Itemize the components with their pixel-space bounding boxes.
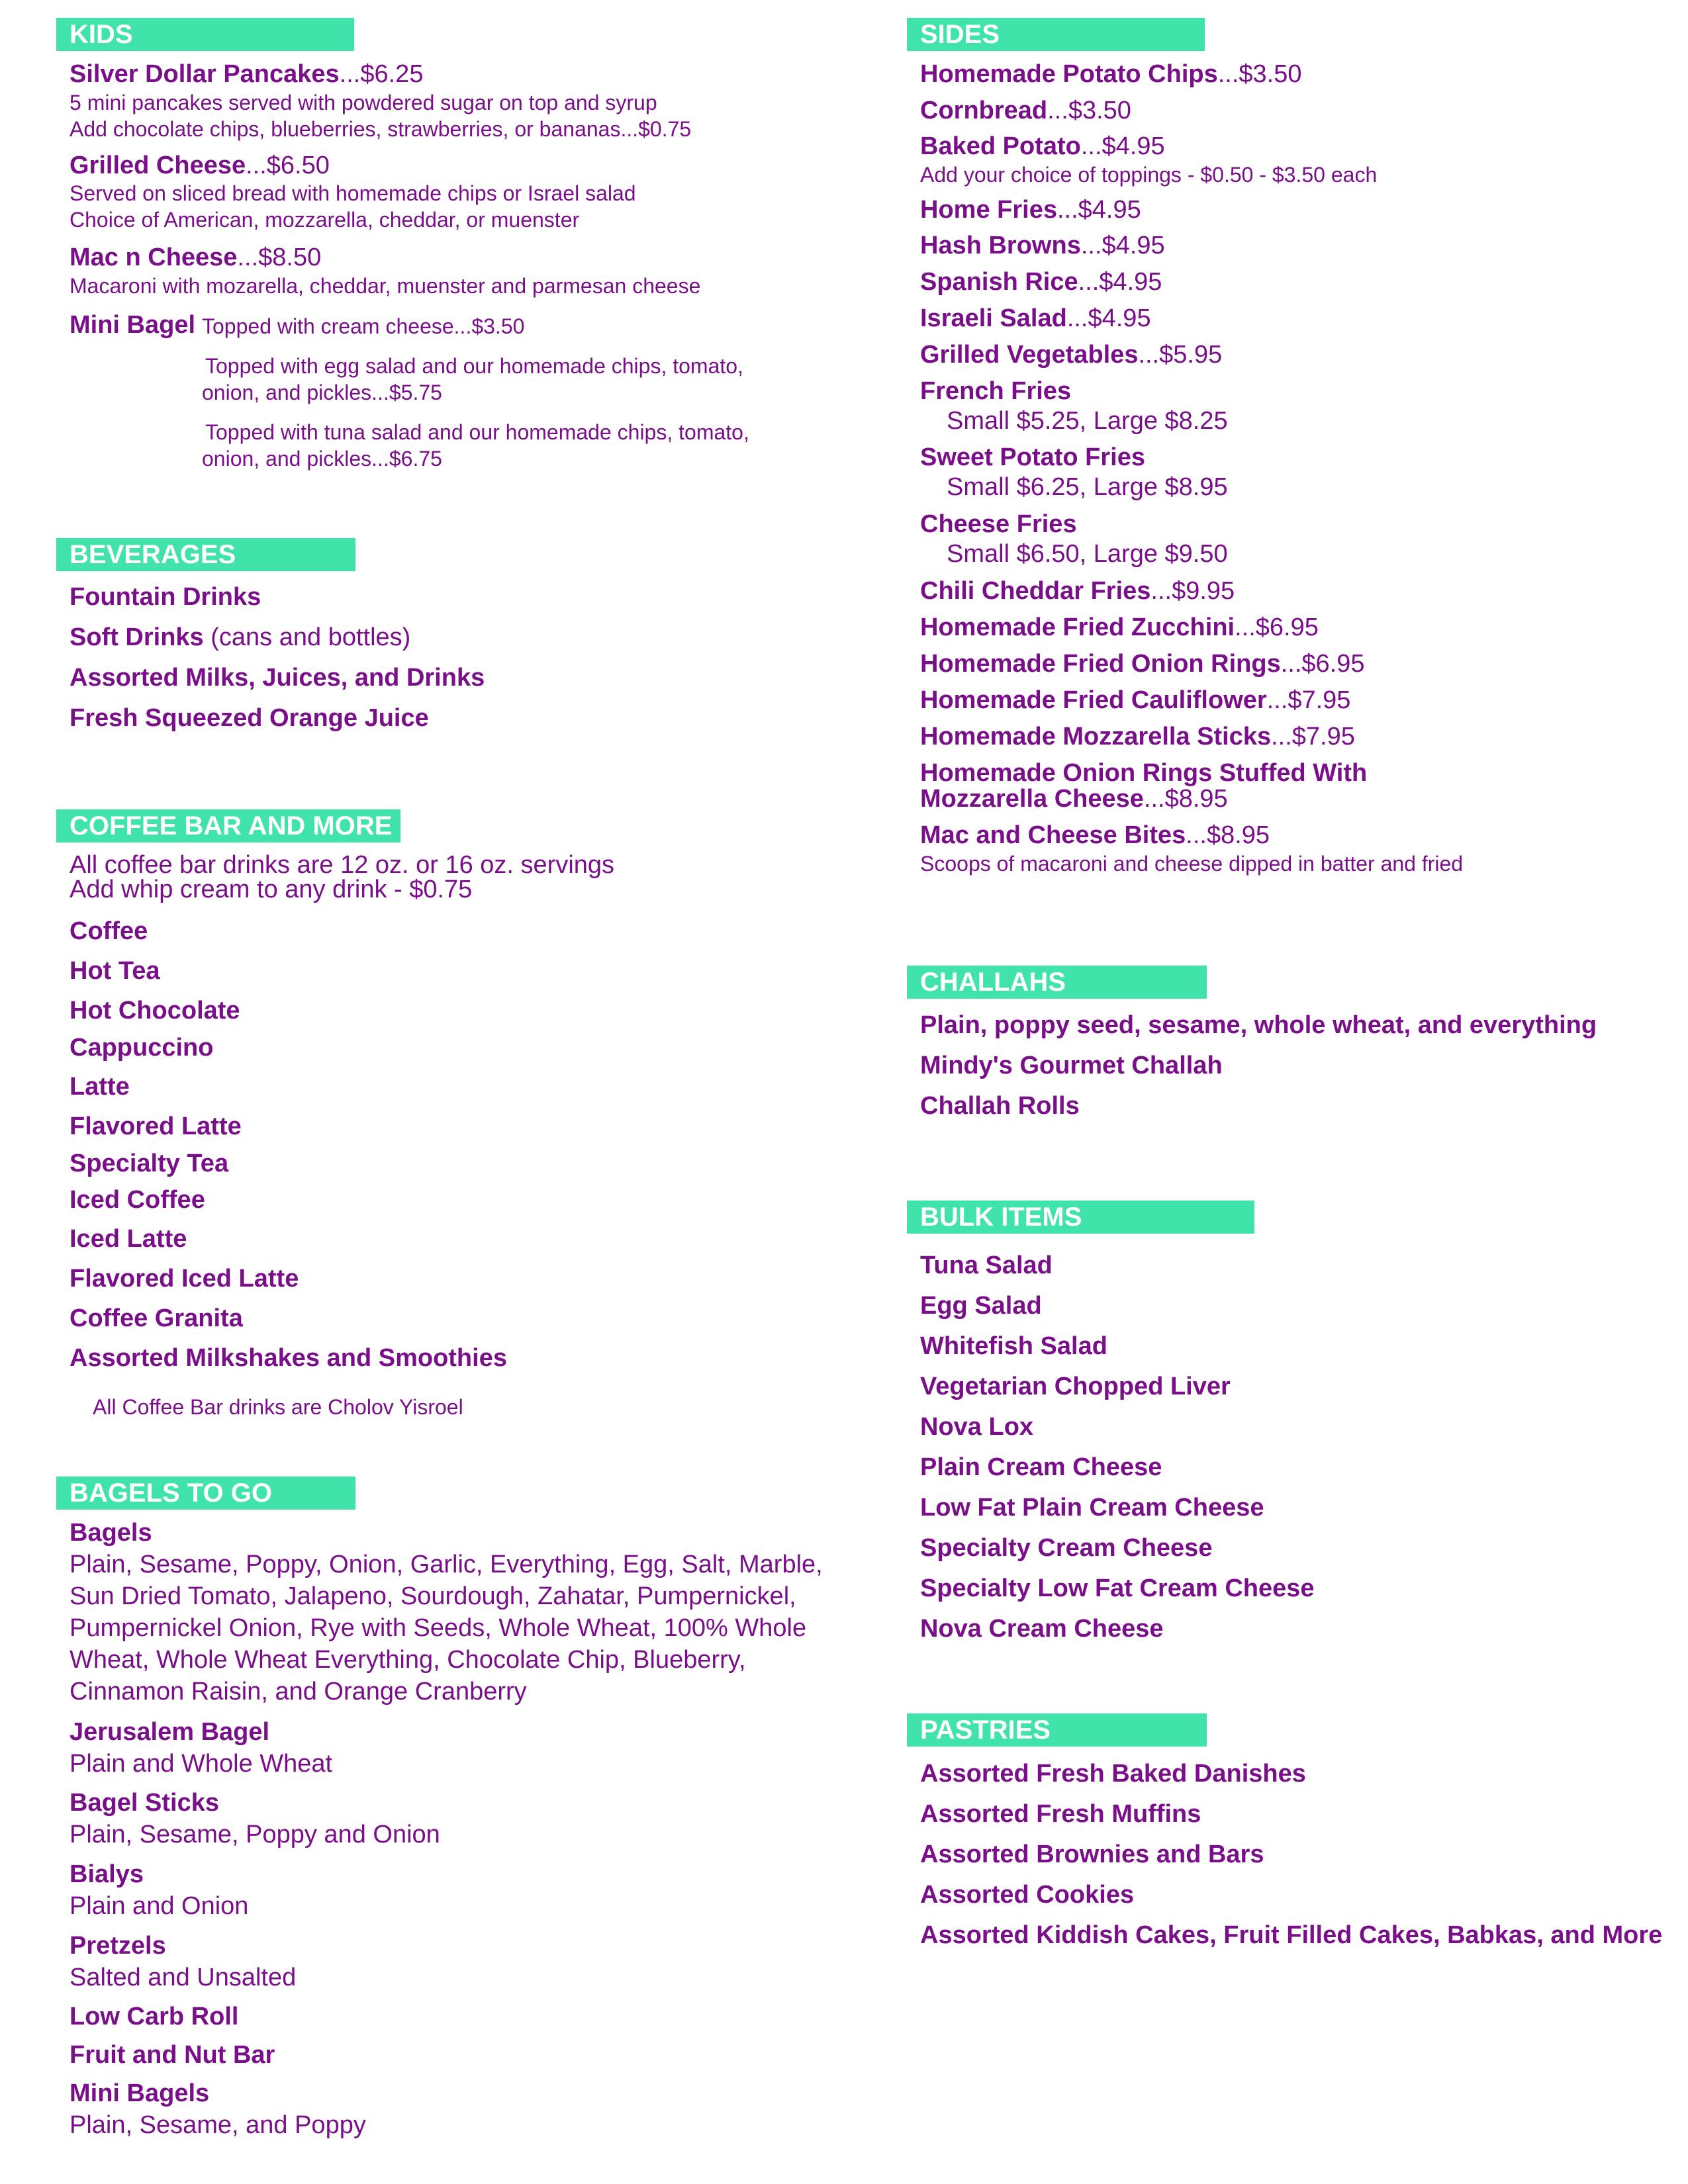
menu-item: Assorted Fresh Baked Danishes (920, 1760, 1306, 1788)
item-price: ...$6.95 (1280, 650, 1365, 678)
item-price: ...$8.95 (1143, 785, 1228, 813)
item-description: Served on sliced bread with homemade chips or Israel salad (70, 181, 636, 205)
item-description: Salted and Unsalted (70, 1964, 297, 1991)
item-price: ...$8.50 (237, 244, 322, 271)
item-name: Grilled Vegetables (920, 341, 1139, 369)
menu-item-stuffed-onion-rings-line2 (920, 784, 1228, 813)
item-description: Plain, Sesame, Poppy and Onion (70, 1821, 440, 1848)
menu-item: Coffee Granita (70, 1304, 243, 1332)
menu-item: Assorted Milks, Juices, and Drinks (70, 664, 485, 692)
item-price: ...$4.95 (1066, 304, 1151, 332)
menu-item: Assorted Milkshakes and Smoothies (70, 1344, 507, 1372)
item-price: ...$3.50 (1047, 97, 1131, 124)
menu-item: Whitefish Salad (920, 1332, 1107, 1360)
menu-item: Nova Lox (920, 1413, 1034, 1441)
item-description: Add chocolate chips, blueberries, strawberries, or bananas...$0.75 (70, 117, 692, 141)
bagel-varieties-line: Cinnamon Raisin, and Orange Cranberry (70, 1678, 527, 1706)
item-description: Choice of American, mozzarella, cheddar, or muenster (70, 208, 580, 232)
menu-item: Fresh Squeezed Orange Juice (70, 704, 429, 732)
menu-item: Assorted Fresh Muffins (920, 1800, 1201, 1828)
item-description: Scoops of macaroni and cheese dipped in batter and fried (920, 852, 1464, 876)
item-name: Baked Potato (920, 132, 1081, 160)
menu-item-cornbread (920, 96, 1131, 125)
menu-item: Pretzels (70, 1932, 166, 1960)
menu-item-mozzarella-sticks (920, 722, 1355, 751)
bagel-varieties-line: Plain, Sesame, Poppy, Onion, Garlic, Everything, Egg, Salt, Marble, (70, 1551, 823, 1578)
item-price: ...$9.95 (1150, 577, 1235, 605)
item-description: Plain and Whole Wheat (70, 1750, 333, 1778)
menu-item: Specialty Low Fat Cream Cheese (920, 1574, 1315, 1602)
coffee-note: Add whip cream to any drink - $0.75 (70, 876, 473, 903)
bagel-varieties-line: Pumpernickel Onion, Rye with Seeds, Whole Wheat, 100% Whole (70, 1614, 807, 1642)
menu-item: Flavored Iced Latte (70, 1265, 299, 1293)
item-price: ...$6.95 (1235, 614, 1319, 641)
menu-item: Specialty Tea (70, 1150, 229, 1177)
menu-item-french-fries: French Fries (920, 377, 1072, 405)
item-description: Macaroni with mozarella, cheddar, muenster and parmesan cheese (70, 274, 701, 298)
menu-item: Latte (70, 1073, 130, 1101)
menu-item: Bagel Sticks (70, 1789, 219, 1817)
menu-item-mini-bagel: Mini Bagel (70, 311, 196, 339)
item-name: Cornbread (920, 97, 1048, 124)
item-name: Mozzarella Cheese (920, 785, 1144, 813)
beverages-header: BEVERAGES (56, 538, 355, 571)
menu-item-fried-onion-rings (920, 649, 1365, 678)
bagel-varieties-line: Sun Dried Tomato, Jalapeno, Sourdough, Zahatar, Pumpernickel, (70, 1582, 796, 1610)
menu-item-home-fries (920, 195, 1141, 224)
item-option: Topped with tuna salad and our homemade chips, tomato, (205, 420, 749, 444)
menu-item-hash-browns (920, 231, 1165, 260)
menu-item: Jerusalem Bagel (70, 1718, 270, 1746)
item-name: Homemade Fried Zucchini (920, 614, 1235, 641)
menu-item: Specialty Cream Cheese (920, 1534, 1213, 1562)
item-price: ...$4.95 (1078, 268, 1162, 296)
item-price: ...$6.25 (339, 60, 424, 88)
item-price: ...$4.95 (1080, 232, 1165, 259)
menu-item: Nova Cream Cheese (920, 1615, 1164, 1643)
item-sizes: Small $6.50, Large $9.50 (947, 540, 1228, 568)
item-name: Soft Drinks (70, 623, 204, 651)
menu-item: Assorted Kiddish Cakes, Fruit Filled Cakes, Babkas, and More (920, 1921, 1663, 1949)
menu-item-cheese-fries: Cheese Fries (920, 510, 1077, 538)
bulk-items-header: BULK ITEMS (907, 1201, 1254, 1234)
bagel-varieties-line: Wheat, Whole Wheat Everything, Chocolate Chip, Blueberry, (70, 1646, 746, 1674)
pastries-header: PASTRIES (907, 1713, 1207, 1747)
bagels-to-go-header: BAGELS TO GO (56, 1477, 355, 1510)
menu-item: Assorted Brownies and Bars (920, 1841, 1264, 1868)
menu-item-baked-potato (920, 132, 1165, 161)
menu-item-mac-n-cheese (70, 243, 321, 272)
menu-item-stuffed-onion-rings: Homemade Onion Rings Stuffed With (920, 759, 1368, 787)
item-name: Grilled Cheese (70, 152, 246, 179)
item-price: ...$4.95 (1056, 196, 1141, 224)
item-note: (cans and bottles) (203, 623, 411, 651)
menu-item: Iced Latte (70, 1225, 187, 1253)
item-price: ...$3.50 (1217, 60, 1302, 88)
menu-item-israeli-salad (920, 304, 1151, 333)
item-price: ...$7.95 (1271, 723, 1355, 751)
item-name: Home Fries (920, 196, 1057, 224)
item-price: ...$8.95 (1186, 821, 1270, 849)
menu-item: Bagels (70, 1519, 152, 1547)
menu-item: Plain Cream Cheese (920, 1453, 1162, 1481)
menu-item-grilled-cheese (70, 151, 330, 180)
item-name: Israeli Salad (920, 304, 1067, 332)
menu-item: Mini Bagels (70, 2079, 210, 2107)
item-sizes: Small $5.25, Large $8.25 (947, 407, 1228, 435)
menu-item: Tuna Salad (920, 1251, 1053, 1279)
item-name: Chili Cheddar Fries (920, 577, 1151, 605)
challahs-header: CHALLAHS (907, 966, 1207, 999)
item-name: Homemade Fried Cauliflower (920, 686, 1267, 714)
item-name: Homemade Fried Onion Rings (920, 650, 1281, 678)
menu-item: Assorted Cookies (920, 1881, 1135, 1909)
menu-item: Bialys (70, 1860, 144, 1888)
menu-item: Coffee (70, 917, 148, 945)
item-description: Add your choice of toppings - $0.50 - $3.50 each (920, 163, 1378, 187)
menu-item: Vegetarian Chopped Liver (920, 1373, 1231, 1400)
menu-item: Egg Salad (920, 1292, 1042, 1320)
item-name: Homemade Potato Chips (920, 60, 1218, 88)
menu-item: Low Carb Roll (70, 2003, 239, 2030)
item-name: Silver Dollar Pancakes (70, 60, 340, 88)
menu-item: Plain, poppy seed, sesame, whole wheat, and everything (920, 1011, 1597, 1039)
menu-item: Cappuccino (70, 1034, 214, 1062)
coffee-footer-note: All Coffee Bar drinks are Cholov Yisroel (93, 1395, 463, 1419)
item-sizes: Small $6.25, Large $8.95 (947, 473, 1228, 501)
menu-item-fried-zucchini (920, 613, 1319, 642)
bagel-varieties (70, 1549, 823, 1707)
kids-header: KIDS (56, 18, 354, 51)
menu-item: Mindy's Gourmet Challah (920, 1052, 1223, 1079)
menu-item: Low Fat Plain Cream Cheese (920, 1494, 1264, 1522)
item-name: Homemade Mozzarella Sticks (920, 723, 1272, 751)
item-description: 5 mini pancakes served with powdered sugar on top and syrup (70, 91, 657, 114)
item-option: Topped with egg salad and our homemade chips, tomato, (205, 354, 743, 378)
menu-item (70, 623, 410, 652)
menu-item: Fountain Drinks (70, 583, 261, 611)
menu-item-silver-dollar-pancakes (70, 60, 423, 89)
menu-item: Flavored Latte (70, 1113, 242, 1140)
coffee-note: All coffee bar drinks are 12 oz. or 16 oz. servings (70, 851, 615, 879)
item-description: Plain, Sesame, and Poppy (70, 2111, 366, 2139)
item-option: onion, and pickles...$6.75 (202, 447, 442, 471)
menu-item-mac-cheese-bites (920, 821, 1270, 850)
item-price: ...$7.95 (1266, 686, 1351, 714)
item-price: ...$4.95 (1080, 132, 1165, 160)
menu-item: Iced Coffee (70, 1186, 205, 1214)
item-name: Mac n Cheese (70, 244, 238, 271)
menu-item-chili-cheddar-fries (920, 576, 1235, 606)
menu-item: Hot Chocolate (70, 997, 240, 1024)
item-price: ...$5.95 (1138, 341, 1223, 369)
menu-item: Fruit and Nut Bar (70, 2041, 275, 2069)
item-name: Spanish Rice (920, 268, 1078, 296)
item-name: Mac and Cheese Bites (920, 821, 1186, 849)
menu-item: Challah Rolls (920, 1092, 1080, 1120)
item-description: Plain and Onion (70, 1892, 249, 1920)
menu-item-spanish-rice (920, 267, 1162, 296)
item-price: ...$6.50 (246, 152, 330, 179)
item-option: onion, and pickles...$5.75 (202, 381, 442, 404)
menu-item-fried-cauliflower (920, 686, 1350, 715)
item-name: Hash Browns (920, 232, 1081, 259)
menu-item-grilled-vegetables (920, 340, 1222, 369)
menu-item: Hot Tea (70, 957, 160, 985)
sides-header: SIDES (907, 18, 1205, 51)
coffee-bar-header: COFFEE BAR AND MORE (56, 809, 400, 842)
menu-item-sweet-potato-fries: Sweet Potato Fries (920, 443, 1145, 471)
item-option: Topped with cream cheese...$3.50 (202, 314, 525, 338)
menu-item-potato-chips (920, 60, 1302, 89)
